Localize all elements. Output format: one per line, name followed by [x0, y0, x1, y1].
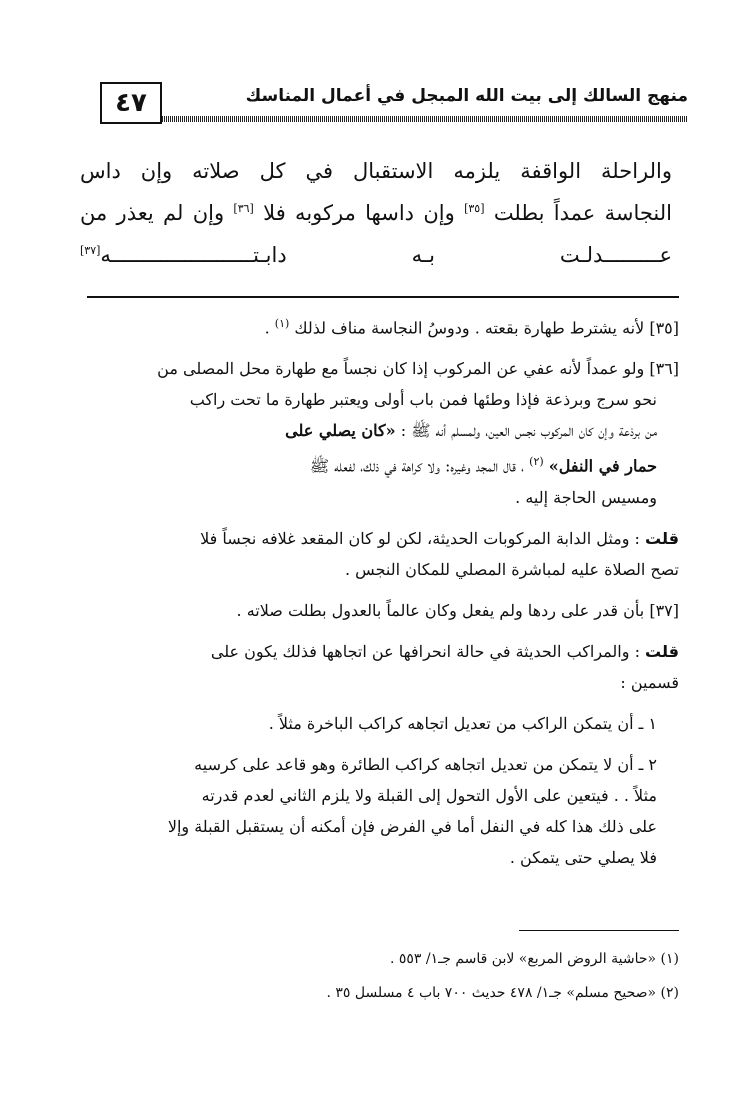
main-line-3-a: عـــــــــدلـت بـه دابـتـــــــــــــــــــــــه	[100, 243, 672, 267]
main-line-2-a: النجاسة عمداً بطلت	[493, 201, 672, 225]
qult-2-line-2: قسمين :	[620, 672, 679, 692]
footnote-2: (٢) «صحيح مسلم» جـ١/ ٤٧٨ حديث ٧٠٠ باب ٤ مسلسل ٣٥ .	[326, 985, 679, 1001]
list-item-2	[79, 749, 679, 873]
page-header	[100, 82, 688, 128]
qult-2-line-1	[79, 636, 679, 667]
note-36-line-4	[79, 446, 679, 481]
note-36-hadith-2: حمار في النفل»	[548, 456, 657, 476]
qult-2	[79, 636, 679, 698]
note-35-ref: [٣٥]	[649, 318, 679, 338]
list-item-1	[79, 708, 679, 739]
note-36	[79, 353, 679, 512]
note-36-line-3	[79, 415, 679, 446]
page-number: ٤٧	[100, 82, 162, 124]
note-37	[79, 595, 679, 626]
main-divider	[87, 296, 679, 298]
note-35-end: .	[264, 318, 270, 338]
list-item-2-line-2: مثلاً . . فيتعين على الأول التحول إلى القبلة ولا يلزم الثاني لعدم قدرته	[201, 785, 657, 805]
note-36-ref: [٣٦]	[649, 359, 679, 379]
list-item-2-line-3: على ذلك هذا كله في النفل أما في الفرض فإن أمكنه أن يستقبل القبلة وإلا	[167, 816, 657, 836]
main-line-2-c: وإن لم يعذر من	[80, 201, 225, 225]
main-line-2-b: وإن داسها مركوبه فلا	[263, 201, 455, 225]
qult-1-text-1: : ومثل الدابة المركوبات الحديثة، لكن لو كان المقعد غلافه نجساً فلا	[200, 528, 640, 548]
list-item-2-line-4: فلا يصلي حتى يتمكن .	[509, 847, 657, 867]
note-35-line	[79, 308, 679, 343]
main-line-1: والراحلة الواقفة يلزمه الاستقبال في كل صلاته وإن داس	[80, 159, 672, 183]
footnote-mark-1: (١)	[274, 317, 290, 330]
note-36-text-4b: ، قال المجد وغيره: ولا كراهة في ذلك، لفعله ﷺ	[309, 456, 525, 476]
main-text	[80, 152, 672, 274]
list-item-2-num: ٢ ـ	[638, 754, 657, 774]
note-ref-37: [٣٧]	[80, 244, 101, 257]
note-36-line-2: نحو سرج وبرذعة فإذا وطئها فمن باب أولى ويعتبر طهارة ما تحت راكب	[189, 390, 657, 410]
running-title: منهج السالك إلى بيت الله المبجل في أعمال المناسك	[245, 86, 688, 106]
qult-2-label: قلت	[645, 641, 679, 661]
note-36-hadith-1: «كان يصلي على	[285, 421, 396, 441]
footnote-rule	[519, 930, 679, 931]
header-rule	[162, 116, 688, 122]
note-37-ref: [٣٧]	[649, 600, 679, 620]
list-item-1-text: أن يتمكن الراكب من تعديل اتجاهه كراكب الباخرة مثلاً .	[268, 713, 634, 733]
note-37-text: بأن قدر على ردها ولم يفعل وكان عالماً بالعدول بطلت صلاته .	[236, 600, 645, 620]
note-36-line-5: ومسيس الحاجة إليه .	[515, 487, 657, 507]
footnotes	[79, 942, 679, 1010]
qult-1	[79, 523, 679, 585]
footnote-mark-2: (٢)	[529, 455, 544, 469]
note-ref-36: [٣٦]	[233, 202, 254, 215]
note-35-text: لأنه يشترط طهارة بقعته . ودوسُ النجاسة مناف لذلك	[294, 318, 645, 338]
list-item-1-num: ١ ـ	[638, 713, 657, 733]
note-37-line	[79, 595, 679, 626]
qult-1-label: قلت	[645, 528, 679, 548]
list-item-1-line	[79, 708, 679, 739]
note-36-text-1: ولو عمداً لأنه عفي عن المركوب إذا كان نجساً مع طهارة محل المصلى من	[157, 359, 645, 379]
qult-1-line-1	[79, 523, 679, 554]
commentary-notes	[79, 308, 679, 883]
qult-2-text-1: : والمراكب الحديثة في حالة انحرافها عن اتجاهها فذلك يكون على	[210, 641, 640, 661]
note-36-line-1	[79, 353, 679, 384]
main-line-2	[80, 190, 672, 232]
note-36-text-3a: من برذعة وإن كان المركوب نجس العين، ولمسلم أنه ﷺ :	[400, 421, 657, 441]
note-35	[79, 308, 679, 343]
list-item-2-text-1: أن لا يتمكن من تعديل اتجاهه كراكب الطائرة وهو قاعد على كرسيه	[194, 754, 634, 774]
footnote-1: (١) «حاشية الروض المربع» لابن قاسم جـ١/ ٥٥٣ .	[389, 951, 679, 967]
note-ref-35: [٣٥]	[464, 202, 485, 215]
list-item-2-line-1	[79, 749, 679, 780]
main-line-3	[80, 232, 672, 274]
qult-1-line-2: تصح الصلاة عليه لمباشرة المصلي للمكان النجس .	[345, 559, 679, 579]
